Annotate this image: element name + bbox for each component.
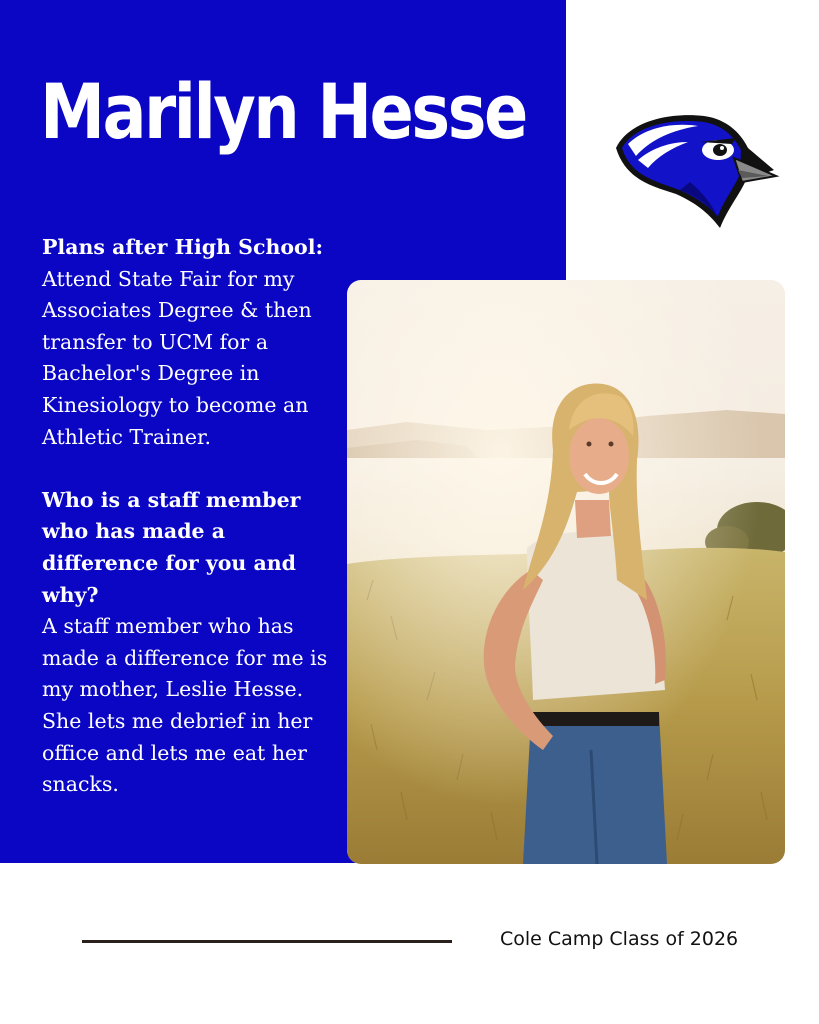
student-name: Marilyn Hesse [40,67,526,156]
bluejay-head-icon [608,108,780,232]
student-photo [347,280,785,864]
footer-caption: Cole Camp Class of 2026 [500,928,739,950]
question-plans: Plans after High School: [42,235,324,259]
spacer [42,453,342,485]
answer-staff: A staff member who has made a difference for me is my mother, Leslie Hesse. She lets me debrief in her office and lets me eat her snacks. [42,614,328,797]
divider-line [82,940,452,943]
question-staff: Who is a staff member who has made a difference for you and why? [42,487,301,607]
bio-section [42,232,342,801]
answer-plans: Attend State Fair for my Associates Degree & then transfer to UCM for a Bachelor's Degree in Kinesiology to become an Athletic Trainer. [42,266,312,449]
